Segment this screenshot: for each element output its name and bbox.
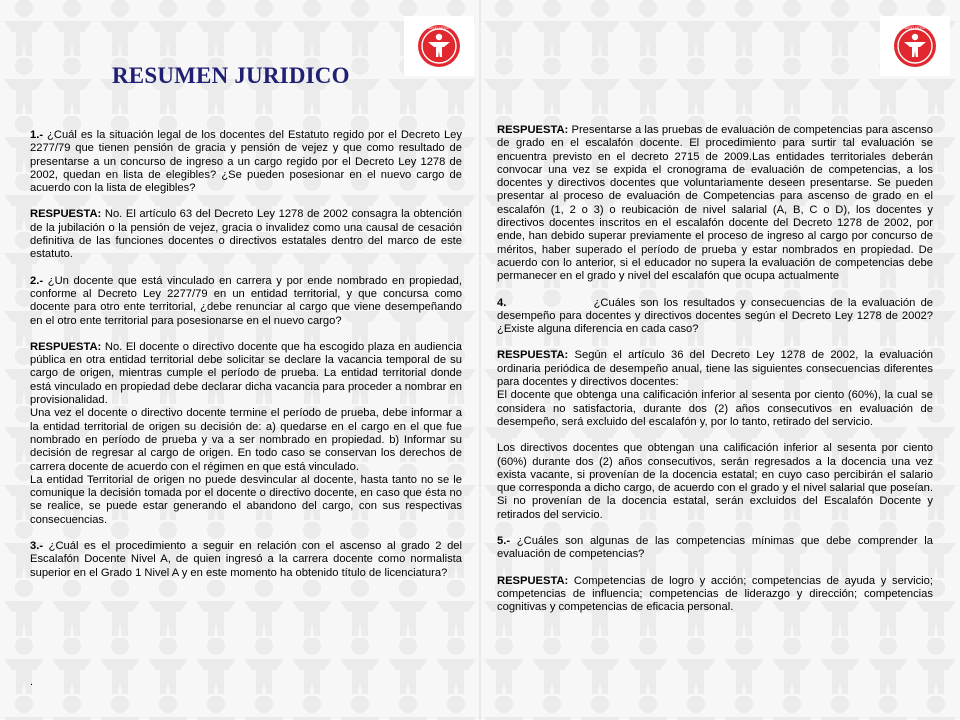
page-gutter	[479, 0, 481, 720]
question-2: 2.- ¿Un docente que está vinculado en carrera y por ende nombrado en propiedad, conforme al Decreto Ley 2277/79 en un entidad territorial, y que concursa como docente para otro ente territorial, ¿debe renunciar al cargo que viene desempeñando en el otro ente territorial para posesionarse en el nuevo cargo?	[30, 274, 462, 327]
answer-1: RESPUESTA: No. El artículo 63 del Decreto Ley 1278 de 2002 consagra la obtención de la jubilación o la pensión de vejez, gracia o invalidez como una causal de cesación definitiva de las funciones docentes o directivos estatales dentro del marco de este estatuto.	[30, 208, 462, 261]
answer-4-paragraph-3: Los directivos docentes que obtengan una calificación inferior al sesenta por ciento (60%) durante dos (2) años consecutivos, serán regresados a la docencia una vez exista vacante, si provenían de la docencia estatal; en cuyo caso percibirán el salario que corresponda a dicho cargo, de acuerdo con el grado y el nivel salarial que poseían. Si no provenían de la docencia estatal, serán excluidos del Escalafón Docente y retirados del servicio.	[497, 442, 933, 521]
question-1: 1.- ¿Cuál es la situación legal de los docentes del Estatuto regido por el Decreto Ley 2277/79 que tienen pensión de gracia y pensión de vejez y que como resultado de presentarse a un concurso de ingreso a un cargo regido por el Decreto Ley 1278 de 2002, quedan en lista de elegibles? ¿Se pueden posesionar en el nuevo cargo de acuerdo con la lista de elegibles?	[30, 129, 462, 195]
question-5: 5.- ¿Cuáles son algunas de las competencias mínimas que debe comprender la evaluación de competencias?	[497, 535, 933, 561]
logo-left	[404, 16, 474, 76]
answer-5: RESPUESTA: Competencias de logro y acción; competencias de ayuda y servicio; competencias de influencia; competencias de liderazgo y dirección; competencias cognitivas y competencias de eficacia personal.	[497, 574, 933, 614]
answer-2-paragraph-3: La entidad Territorial de origen no puede desvincular al docente, hasta tanto no se le comunique la decisión tomada por el docente o directivo docente, en caso que ésta no se realice, se puede estar generando el abandono del cargo, con sus respectivas consecuencias.	[30, 473, 462, 526]
svg-text:GIMNASIO MODERNO: GIMNASIO MODERNO	[897, 26, 933, 30]
answer-2-paragraph-2: Una vez el docente o directivo docente termine el período de prueba, debe informar a la entidad territorial de origen su decisión de: a) quedarse en el cargo en el que fue nombrado en período de prueba y va a ser nombrado en propiedad. b) Informar su decisión de regresar al cargo de origen. En todo caso se conservan los derechos de carrera docente de acuerdo con el régimen en que está vinculado.	[30, 407, 462, 473]
left-column-text	[30, 129, 462, 593]
answer-3: RESPUESTA: Presentarse a las pruebas de evaluación de competencias para ascenso de grado en el escalafón docente. El procedimiento para surtir tal evaluación se encuentra previsto en el decreto 2715 de 2009.Las entidades territoriales deberán convocar una vez se expida el cronograma de evaluación de competencias, a los docentes y directivos docentes que voluntariamente deseen presentarse. Se pueden presentar al proceso de evaluación de Competencias para ascenso de grado en el escalafón (1, 2 o 3) o reubicación de nivel salarial (A, B, C o D), los docentes y directivos docentes inscritos en el escalafón docente del Decreto 1278 de 2002, por ende, han debido superar previamente el proceso de ingreso al cargo por concurso de méritos, haber superado el período de prueba y estar nombrados en propiedad. De acuerdo con lo anterior, si el educador no supera la evaluación de competencias debe permanecer en el grado y nivel del escalafón que ocupa actualmente	[497, 124, 933, 283]
question-4: 4. ¿Cuáles son los resultados y consecuencias de la evaluación de desempeño para docentes y directivos docentes según el Decreto Ley 1278 de 2002? ¿Existe alguna diferencia en cada caso?	[497, 296, 934, 336]
end-dot: .	[30, 676, 34, 688]
gimnasio-logo-icon	[880, 16, 950, 76]
answer-4-paragraph-2: El docente que obtenga una calificación inferior al sesenta por ciento (60%), la cual se considera no satisfactoria, durante dos (2) años consecutivos en evaluación de desempeño, será excluido del escalafón y, por lo tanto, retirado del servicio.	[497, 389, 933, 428]
svg-text:GIMNASIO MODERNO: GIMNASIO MODERNO	[421, 26, 457, 30]
question-3: 3.- ¿Cuál es el procedimiento a seguir en relación con el ascenso al grado 2 del Escalafón Docente Nivel A, de quien ingresó a la carrera docente como normalista superior en el Grado 1 Nivel A y en este momento ha obtenido título de licenciatura?	[30, 540, 463, 579]
gimnasio-logo-icon	[404, 16, 474, 76]
answer-2: RESPUESTA: No. El docente o directivo docente que ha escogido plaza en audiencia pública en otra entidad territorial debe solicitar se declare la vacancia temporal de su cargo de origen, mientras cumple el período de prueba. La entidad territorial donde está vinculado en propiedad debe declarar dicha vacancia para proceder a nombrar en provisionalidad.	[30, 340, 463, 407]
page-title: RESUMEN JURIDICO	[112, 63, 350, 88]
logo-right	[880, 16, 950, 76]
page-right	[480, 0, 960, 720]
answer-4: RESPUESTA: Según el artículo 36 del Decreto Ley 1278 de 2002, la evaluación ordinaria periódica de desempeño anual, tiene las siguientes consecuencias diferentes para docentes y directivos docentes:	[497, 349, 934, 389]
